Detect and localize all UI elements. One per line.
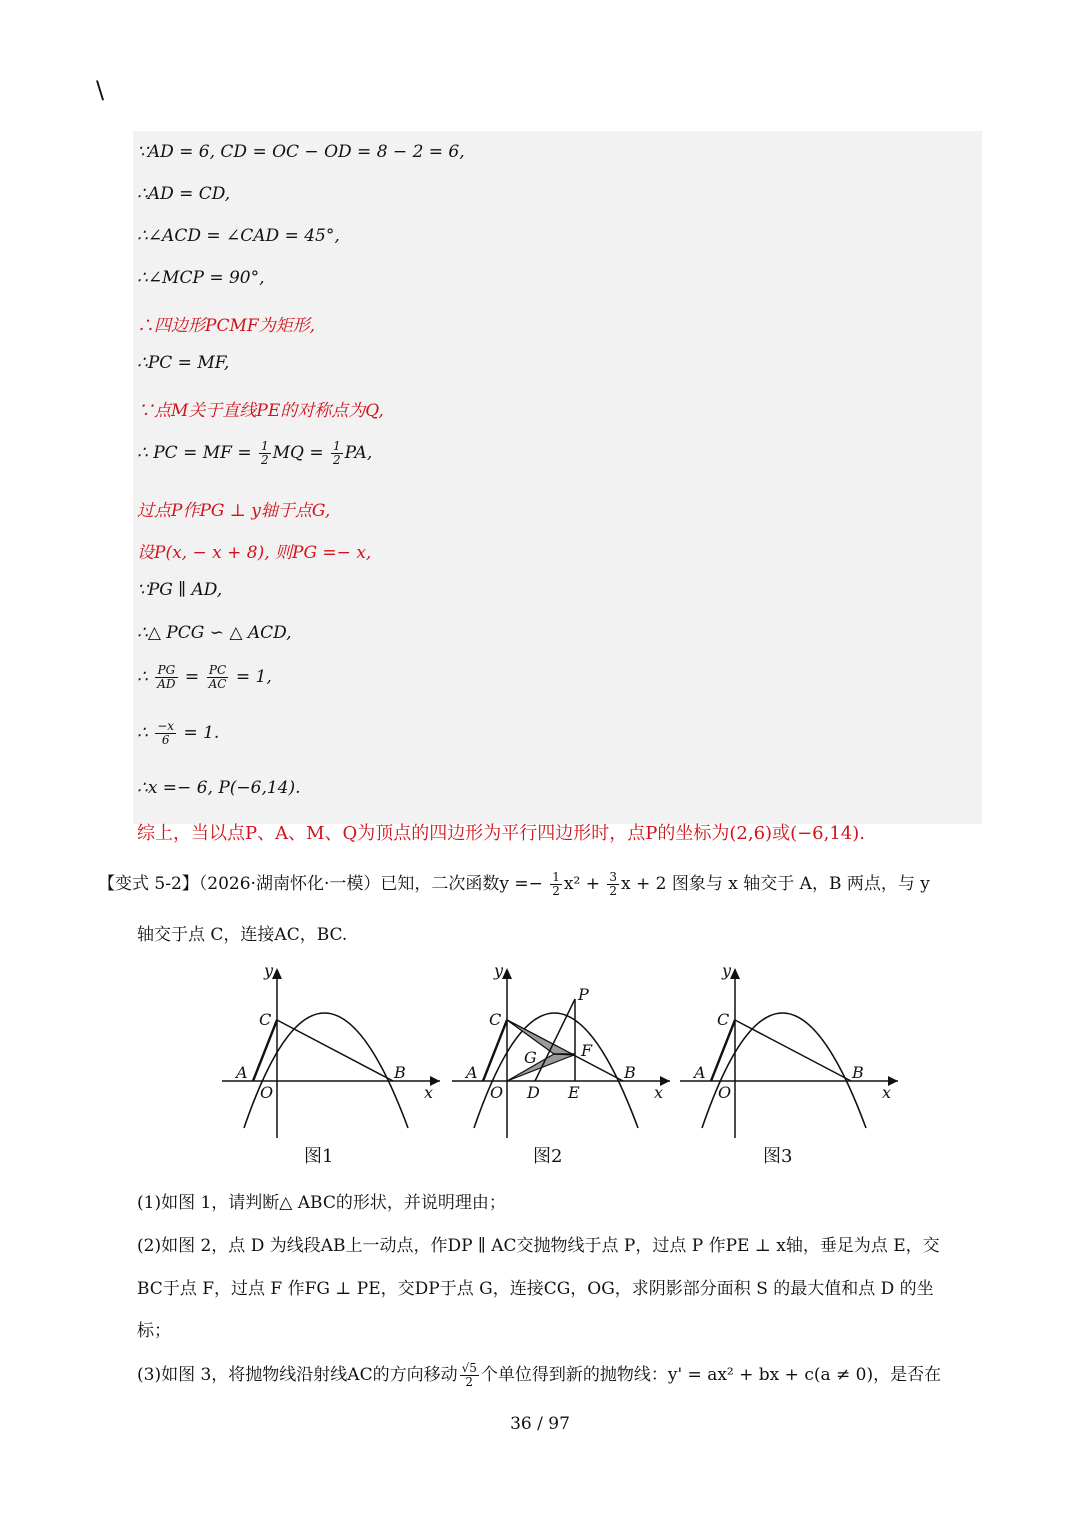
ratio-eq: = bbox=[179, 667, 205, 687]
label-B: B bbox=[394, 1063, 406, 1082]
solution-line: ∵PG ∥ AD, bbox=[137, 580, 223, 600]
solution-line: 设P(x, − x + 8), 则PG =− x, bbox=[137, 543, 372, 563]
solution-line: ∴△ PCG ∽ △ ACD, bbox=[137, 623, 292, 643]
figure-caption: 图3 bbox=[763, 1146, 793, 1167]
solution-line: ∴四边形PCMF为矩形, bbox=[137, 316, 316, 336]
line-prefix: ∴ bbox=[137, 667, 154, 687]
label-G: G bbox=[524, 1048, 537, 1067]
problem-tag: 【变式 5-2】 bbox=[98, 874, 199, 894]
label-A: A bbox=[694, 1063, 706, 1082]
fraction: $\frac{PG}{AD}$ bbox=[157, 663, 176, 691]
label-B: B bbox=[624, 1063, 636, 1082]
question-2: (2)如图 2，点 D 为线段AB上一动点，作DP ∥ AC交抛物线于点 P，过点 P 作PE ⊥ x轴，垂足为点 E，交 bbox=[137, 1236, 940, 1256]
label-x: x bbox=[882, 1083, 892, 1102]
figure-2 bbox=[452, 961, 670, 1138]
fraction: $\frac{3}{2}$ bbox=[609, 870, 618, 898]
question-3 bbox=[137, 1360, 941, 1389]
figure-1 bbox=[222, 961, 440, 1138]
label-O: O bbox=[260, 1083, 274, 1102]
corner-mark: \ bbox=[96, 76, 105, 104]
label-x: x bbox=[654, 1083, 664, 1102]
solution-line: ∴∠MCP = 90°, bbox=[137, 268, 265, 288]
fraction: $\frac{1}{2}$ bbox=[552, 870, 560, 898]
label-D: D bbox=[527, 1083, 540, 1102]
figures bbox=[218, 958, 908, 1143]
solution-line-x bbox=[137, 720, 219, 747]
solution-line: ∴x =− 6, P(−6,14). bbox=[137, 778, 301, 798]
problem-stem-line2: 轴交于点 C，连接AC，BC. bbox=[137, 925, 348, 945]
solution-line-fraction bbox=[137, 440, 372, 467]
label-A: A bbox=[466, 1063, 478, 1082]
fraction: $\frac{1}{2}$ bbox=[260, 439, 269, 467]
q3-pre: (3)如图 3，将抛物线沿射线AC的方向移动 bbox=[137, 1365, 458, 1385]
label-y: y bbox=[494, 961, 504, 980]
frac-mid: MQ = bbox=[272, 443, 330, 463]
solution-line: 过点P作PG ⊥ y轴于点G, bbox=[137, 501, 331, 521]
label-x: x bbox=[424, 1083, 434, 1102]
question-1: (1)如图 1，请判断△ ABC的形状，并说明理由； bbox=[137, 1193, 506, 1213]
fraction: $\frac{√5}{2}$ bbox=[461, 1361, 477, 1389]
problem-stem bbox=[98, 869, 930, 898]
label-O: O bbox=[718, 1083, 732, 1102]
problem-mid: x² + bbox=[563, 874, 606, 894]
line-prefix: ∴ PC = MF = bbox=[137, 443, 257, 463]
line-prefix: ∴ bbox=[137, 723, 154, 743]
question-2-cont: BC于点 F，过点 F 作FG ⊥ PE，交DP于点 G，连接CG，OG，求阴影部分面积 S 的最大值和点 D 的坐 bbox=[137, 1279, 934, 1299]
frac-end: PA, bbox=[344, 443, 373, 463]
solution-line: ∴∠ACD = ∠CAD = 45°, bbox=[137, 226, 340, 246]
problem-intro: 已知，二次函数y =− bbox=[380, 874, 549, 894]
label-C: C bbox=[489, 1010, 502, 1029]
solution-line: ∵点M关于直线PE的对称点为Q, bbox=[137, 401, 384, 421]
label-F: F bbox=[581, 1041, 593, 1060]
label-P: P bbox=[578, 985, 589, 1004]
question-2-end: 标； bbox=[137, 1321, 171, 1341]
figure-caption: 图2 bbox=[533, 1146, 563, 1167]
fraction: $\frac{PC}{AC}$ bbox=[208, 663, 227, 691]
solution-line: ∴AD = CD, bbox=[137, 184, 231, 204]
solution-line: ∴PC = MF, bbox=[137, 353, 230, 373]
label-B: B bbox=[852, 1063, 864, 1082]
label-C: C bbox=[717, 1010, 730, 1029]
solution-line: ∵AD = 6, CD = OC − OD = 8 − 2 = 6, bbox=[137, 142, 465, 162]
fraction: $\frac{-x}{6}$ bbox=[157, 719, 175, 747]
label-O: O bbox=[490, 1083, 504, 1102]
problem-source: （2026·湖南怀化·一模） bbox=[198, 874, 381, 894]
label-y: y bbox=[722, 961, 732, 980]
label-A: A bbox=[236, 1063, 248, 1082]
problem-after: x + 2 图象与 x 轴交于 A，B 两点，与 y bbox=[621, 874, 930, 894]
label-C: C bbox=[259, 1010, 272, 1029]
solution-line-ratio bbox=[137, 664, 272, 691]
ratio-end: = 1, bbox=[230, 667, 272, 687]
label-y: y bbox=[264, 961, 274, 980]
figure-3 bbox=[680, 961, 898, 1138]
page-number: 36 / 97 bbox=[510, 1414, 570, 1434]
q3-post: 个单位得到新的抛物线：y' = ax² + bx + c(a ≠ 0)，是否在 bbox=[480, 1365, 942, 1385]
figure-caption: 图1 bbox=[304, 1146, 334, 1167]
label-E: E bbox=[568, 1083, 580, 1102]
fraction: $\frac{1}{2}$ bbox=[333, 439, 341, 467]
summary-line: 综上，当以点P、A、M、Q为顶点的四边形为平行四边形时，点P的坐标为(2,6)或(−6,14). bbox=[137, 823, 866, 844]
x-end: = 1. bbox=[178, 723, 220, 743]
